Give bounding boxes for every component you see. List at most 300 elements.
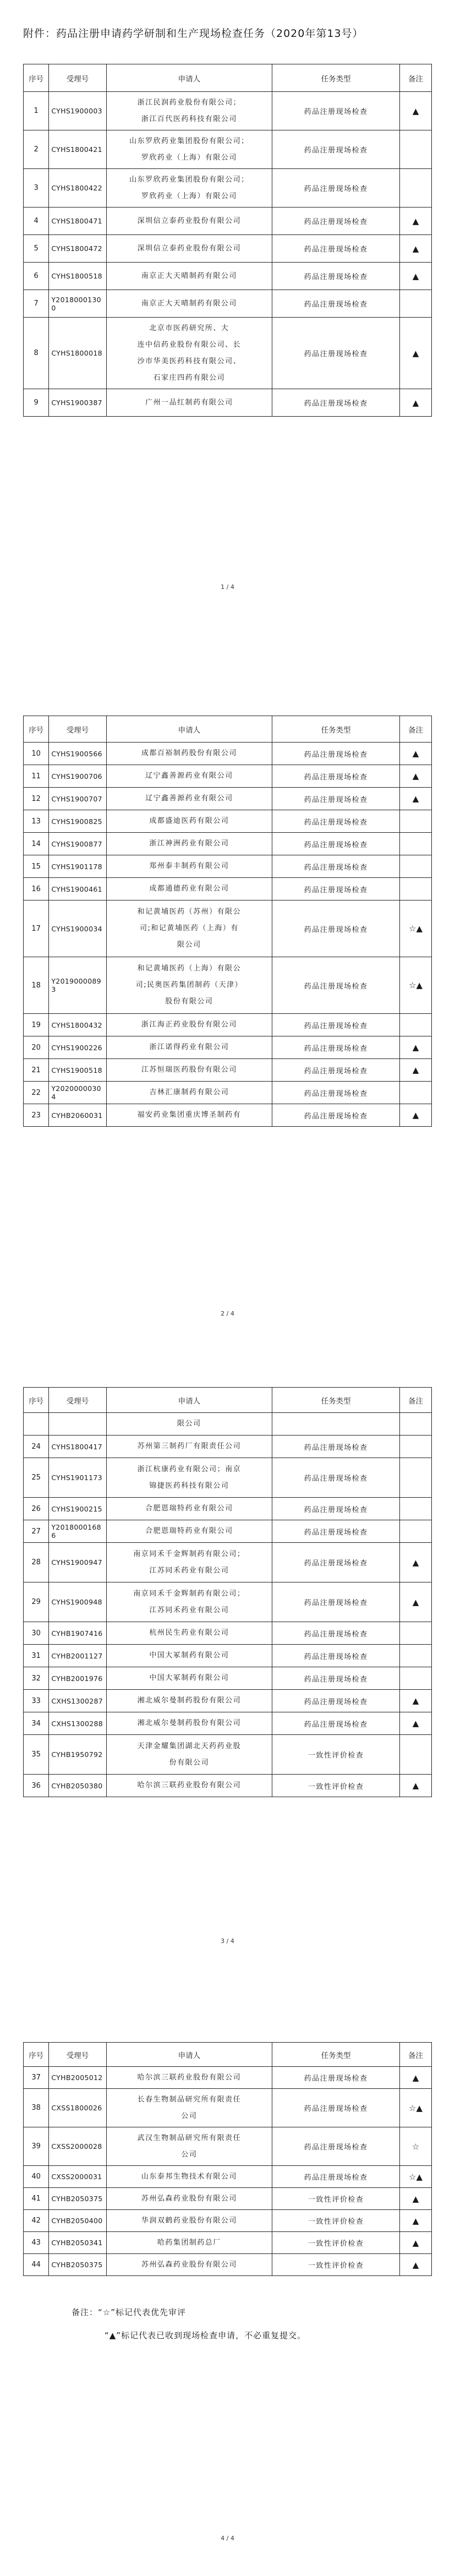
- row-note-marker: ▲: [400, 208, 432, 235]
- row-accept-no: CYHS1800432: [49, 1014, 106, 1036]
- table-row: [24, 1775, 432, 1797]
- applicant-line: 苏州第三制药厂有限责任公司: [137, 1442, 242, 1450]
- row-seq: 21: [24, 1059, 49, 1082]
- row-seq: 36: [24, 1775, 49, 1797]
- row-note-marker: [400, 1413, 432, 1436]
- row-seq: 23: [24, 1104, 49, 1127]
- inspection-table-page-2: [23, 716, 432, 1127]
- row-seq: 33: [24, 1690, 49, 1712]
- row-task-type: 一致性评价检查: [272, 2188, 400, 2210]
- row-accept-no: CYHS1900947: [49, 1543, 106, 1582]
- applicant-line: 司;和记黄埔医药（上海）有: [139, 924, 239, 932]
- row-task-type: 药品注册现场检查: [272, 2067, 400, 2089]
- row-accept-no: CXSS2000028: [49, 2127, 106, 2166]
- table-row: [24, 810, 432, 833]
- row-seq: 37: [24, 2067, 49, 2089]
- row-seq: 40: [24, 2166, 49, 2188]
- applicant-line: 份有限公司: [169, 1758, 210, 1767]
- table-row: [24, 263, 432, 290]
- row-applicant: [106, 810, 272, 833]
- table-row: [24, 290, 432, 318]
- row-applicant: [106, 788, 272, 810]
- applicant-line: 南京同禾千金辉制药有限公司；: [133, 1549, 245, 1558]
- applicant-line: 辽宁鑫善源药业有限公司: [145, 772, 233, 780]
- applicant-line: 南京同禾千金辉制药有限公司；: [133, 1589, 245, 1598]
- table-row: [24, 318, 432, 389]
- applicant-line: 股份有限公司: [165, 997, 213, 1006]
- header-accept-no: 受理号: [49, 64, 106, 92]
- row-note-marker: [400, 1014, 432, 1036]
- row-task-type: 药品注册现场检查: [272, 810, 400, 833]
- row-applicant: [106, 318, 272, 389]
- row-task-type: 一致性评价检查: [272, 1775, 400, 1797]
- header-seq: 序号: [24, 64, 49, 92]
- row-note-marker: ▲: [400, 1104, 432, 1127]
- row-accept-no: Y20180001300: [49, 290, 106, 318]
- row-accept-no: CYHB1907416: [49, 1622, 106, 1645]
- applicant-line: 山东罗欣药业集团股份有限公司；: [129, 175, 249, 184]
- row-seq: 10: [24, 743, 49, 765]
- row-accept-no: CYHS1800518: [49, 263, 106, 290]
- row-note-marker: ▲: [400, 2232, 432, 2254]
- row-note-marker: ▲: [400, 263, 432, 290]
- row-task-type: 药品注册现场检查: [272, 833, 400, 855]
- table-row: [24, 1458, 432, 1498]
- applicant-line: 江苏同禾药业有限公司: [149, 1566, 229, 1575]
- table-row: [24, 878, 432, 900]
- page-number: 1 / 4: [221, 583, 234, 591]
- row-applicant: [106, 878, 272, 900]
- row-accept-no: CYHB2001976: [49, 1667, 106, 1690]
- table-row: [24, 2210, 432, 2232]
- row-seq: 12: [24, 788, 49, 810]
- row-seq: 9: [24, 389, 49, 417]
- row-applicant: [106, 1690, 272, 1712]
- header-applicant: 申请人: [106, 2043, 272, 2067]
- row-accept-no: CYHS1900226: [49, 1036, 106, 1059]
- row-accept-no: CXHS1300288: [49, 1712, 106, 1735]
- row-accept-no: CYHS1900518: [49, 1059, 106, 1082]
- table-header-row: [24, 1388, 432, 1413]
- table-header-row: [24, 2043, 432, 2067]
- table-row: [24, 1082, 432, 1104]
- table-row: [24, 1520, 432, 1543]
- row-applicant: [106, 2067, 272, 2089]
- row-applicant: [106, 130, 272, 169]
- row-note-marker: ☆▲: [400, 2166, 432, 2188]
- row-note-marker: [400, 1735, 432, 1775]
- footnote-triangle: “▲”标记代表已收到现场检查申请，不必重复提交。: [105, 2331, 306, 2340]
- row-applicant: [106, 2188, 272, 2210]
- row-seq: 29: [24, 1582, 49, 1622]
- row-task-type: 一致性评价检查: [272, 1735, 400, 1775]
- table-row: [24, 2254, 432, 2276]
- applicant-line: 公司: [181, 2111, 198, 2120]
- row-applicant: [106, 1712, 272, 1735]
- row-task-type: 药品注册现场检查: [272, 2127, 400, 2166]
- table-row: [24, 743, 432, 765]
- table-row: [24, 1498, 432, 1520]
- applicant-line: 司;民奥医药集团制药（天津）: [135, 981, 243, 989]
- row-accept-no: CYHB2050375: [49, 2254, 106, 2276]
- applicant-line: 长春生物制品研究所有限责任: [137, 2095, 242, 2104]
- table-row: [24, 855, 432, 878]
- applicant-line: 华润双鹤药业股份有限公司: [141, 2216, 237, 2225]
- row-accept-no: CYHB2001127: [49, 1645, 106, 1667]
- header-note: 备注: [400, 716, 432, 743]
- row-seq: 6: [24, 263, 49, 290]
- row-task-type: 药品注册现场检查: [272, 1498, 400, 1520]
- row-note-marker: [400, 855, 432, 878]
- row-task-type: 药品注册现场检查: [272, 290, 400, 318]
- row-applicant: [106, 1036, 272, 1059]
- applicant-line: 沙市华美医药科技有限公司、: [137, 357, 242, 365]
- row-accept-no: [49, 1413, 106, 1436]
- header-accept-no: 受理号: [49, 2043, 106, 2067]
- row-seq: 41: [24, 2188, 49, 2210]
- table-row: [24, 2188, 432, 2210]
- applicant-line: 中国大冢制药有限公司: [149, 1651, 229, 1660]
- applicant-line: 哈尔滨三联药业股份有限公司: [137, 1781, 242, 1789]
- applicant-line: 山东罗欣药业集团股份有限公司；: [129, 137, 249, 145]
- applicant-line: 成都百裕制药股份有限公司: [141, 749, 237, 757]
- inspection-table-page-4: [23, 2042, 432, 2276]
- row-accept-no: CYHB2050380: [49, 1775, 106, 1797]
- applicant-line: 和记黄埔医药（上海）有限公: [137, 964, 242, 973]
- row-note-marker: ▲: [400, 1036, 432, 1059]
- row-applicant: [106, 2232, 272, 2254]
- header-applicant: 申请人: [106, 64, 272, 92]
- row-note-marker: ▲: [400, 788, 432, 810]
- row-accept-no: CYHS1900706: [49, 765, 106, 788]
- row-seq: 35: [24, 1735, 49, 1775]
- applicant-line: 合肥恩瑞特药业有限公司: [145, 1527, 233, 1535]
- row-seq: 18: [24, 957, 49, 1014]
- table-row: [24, 788, 432, 810]
- table-row: [24, 765, 432, 788]
- row-task-type: 药品注册现场检查: [272, 1059, 400, 1082]
- applicant-line: 成都通德药业有限公司: [149, 885, 229, 893]
- page-number: 2 / 4: [221, 1310, 234, 1317]
- row-note-marker: ▲: [400, 2210, 432, 2232]
- row-applicant: [106, 957, 272, 1014]
- row-applicant: [106, 92, 272, 130]
- row-applicant: [106, 1775, 272, 1797]
- applicant-line: 限公司: [177, 941, 201, 949]
- table-row: [24, 389, 432, 417]
- row-accept-no: Y20200000304: [49, 1082, 106, 1104]
- table-row: [24, 1667, 432, 1690]
- row-task-type: 药品注册现场检查: [272, 1622, 400, 1645]
- table-row: [24, 2166, 432, 2188]
- row-note-marker: [400, 290, 432, 318]
- row-applicant: [106, 389, 272, 417]
- table-row: [24, 208, 432, 235]
- row-accept-no: CYHS1800471: [49, 208, 106, 235]
- row-applicant: [106, 900, 272, 957]
- row-applicant: [106, 235, 272, 263]
- table-row: [24, 1059, 432, 1082]
- row-seq: 24: [24, 1436, 49, 1458]
- row-applicant: [106, 1498, 272, 1520]
- row-accept-no: CYHS1901178: [49, 855, 106, 878]
- table-row: [24, 169, 432, 208]
- applicant-line: 浙江百代医药科技有限公司: [141, 114, 237, 123]
- row-seq: 34: [24, 1712, 49, 1735]
- row-accept-no: CYHB1950792: [49, 1735, 106, 1775]
- row-note-marker: ▲: [400, 765, 432, 788]
- row-task-type: 药品注册现场检查: [272, 208, 400, 235]
- row-task-type: 药品注册现场检查: [272, 130, 400, 169]
- applicant-line: 合肥恩瑞特药业有限公司: [145, 1504, 233, 1513]
- row-seq: 15: [24, 855, 49, 878]
- row-seq: 26: [24, 1498, 49, 1520]
- table-row: [24, 833, 432, 855]
- row-seq: 22: [24, 1082, 49, 1104]
- page-number: 4 / 4: [221, 2535, 234, 2542]
- row-accept-no: CYHS1900825: [49, 810, 106, 833]
- row-seq: 19: [24, 1014, 49, 1036]
- row-accept-no: CYHS1800472: [49, 235, 106, 263]
- row-note-marker: ▲: [400, 389, 432, 417]
- header-accept-no: 受理号: [49, 1388, 106, 1413]
- applicant-line: 浙江民润药业股份有限公司；: [137, 98, 242, 107]
- row-note-marker: ☆: [400, 2127, 432, 2166]
- header-note: 备注: [400, 1388, 432, 1413]
- row-note-marker: [400, 1436, 432, 1458]
- applicant-line: 深圳信立泰药业股份有限公司: [137, 216, 242, 225]
- row-note-marker: [400, 878, 432, 900]
- row-accept-no: CYHS1900215: [49, 1498, 106, 1520]
- table-row: [24, 1735, 432, 1775]
- applicant-line: 限公司: [177, 1420, 201, 1428]
- row-accept-no: CYHB2060031: [49, 1104, 106, 1127]
- row-seq: 7: [24, 290, 49, 318]
- row-seq: 4: [24, 208, 49, 235]
- applicant-line: 南京正大天晴制药有限公司: [141, 271, 237, 280]
- applicant-line: 湘北威尔曼制药股份有限公司: [137, 1696, 242, 1705]
- row-seq: 25: [24, 1458, 49, 1498]
- table-row: [24, 1014, 432, 1036]
- row-accept-no: CYHS1800417: [49, 1436, 106, 1458]
- row-task-type: 药品注册现场检查: [272, 1690, 400, 1712]
- applicant-line: 广州一品红制药有限公司: [145, 398, 233, 407]
- applicant-line: 福安药业集团重庆博圣制药有: [137, 1111, 242, 1119]
- row-applicant: [106, 765, 272, 788]
- header-note: 备注: [400, 64, 432, 92]
- row-applicant: [106, 1014, 272, 1036]
- table-header-row: [24, 716, 432, 743]
- applicant-line: 郑州泰丰制药有限公司: [149, 862, 229, 870]
- row-seq: 31: [24, 1645, 49, 1667]
- row-applicant: [106, 1082, 272, 1104]
- applicant-line: 吉林汇康制药有限公司: [149, 1088, 229, 1096]
- row-applicant: [106, 2254, 272, 2276]
- applicant-line: 连中信药业股份有限公司、长: [137, 340, 242, 349]
- table-row: [24, 1543, 432, 1582]
- row-seq: 1: [24, 92, 49, 130]
- row-seq: 39: [24, 2127, 49, 2166]
- row-applicant: [106, 2210, 272, 2232]
- row-accept-no: CYHB2050341: [49, 2232, 106, 2254]
- table-row: [24, 957, 432, 1014]
- row-task-type: 药品注册现场检查: [272, 855, 400, 878]
- row-note-marker: ▲: [400, 2254, 432, 2276]
- inspection-table-page-1: [23, 64, 432, 417]
- row-note-marker: ▲: [400, 1543, 432, 1582]
- row-task-type: 一致性评价检查: [272, 2232, 400, 2254]
- row-task-type: 药品注册现场检查: [272, 900, 400, 957]
- header-task-type: 任务类型: [272, 2043, 400, 2067]
- page-title: 附件：药品注册申请药学研制和生产现场检查任务（2020年第13号）: [23, 28, 364, 40]
- applicant-line: 北京市医药研究所、大: [149, 324, 229, 332]
- applicant-line: 山东泰邦生物技术有限公司: [141, 2172, 237, 2181]
- row-seq: 42: [24, 2210, 49, 2232]
- table-row: [24, 92, 432, 130]
- table-header-row: [24, 64, 432, 92]
- applicant-line: 南京正大天晴制药有限公司: [141, 299, 237, 308]
- row-applicant: [106, 743, 272, 765]
- row-accept-no: CYHS1800018: [49, 318, 106, 389]
- row-accept-no: CYHS1900387: [49, 389, 106, 417]
- row-applicant: [106, 169, 272, 208]
- header-task-type: 任务类型: [272, 64, 400, 92]
- row-applicant: [106, 1436, 272, 1458]
- row-seq: 5: [24, 235, 49, 263]
- row-note-marker: [400, 1082, 432, 1104]
- row-seq: 14: [24, 833, 49, 855]
- row-note-marker: ▲: [400, 1690, 432, 1712]
- table-row: [24, 1104, 432, 1127]
- row-note-marker: [400, 1622, 432, 1645]
- header-seq: 序号: [24, 2043, 49, 2067]
- row-note-marker: [400, 1645, 432, 1667]
- row-note-marker: [400, 833, 432, 855]
- row-task-type: 药品注册现场检查: [272, 318, 400, 389]
- applicant-line: 天津金耀集团湖北天药药业股: [137, 1742, 242, 1750]
- row-accept-no: CYHS1900003: [49, 92, 106, 130]
- footnotes: [72, 2301, 446, 2347]
- applicant-line: 和记黄埔医药（苏州）有限公: [137, 908, 242, 916]
- table-row: [24, 1436, 432, 1458]
- row-task-type: 药品注册现场检查: [272, 1645, 400, 1667]
- row-task-type: 药品注册现场检查: [272, 1543, 400, 1582]
- row-task-type: 药品注册现场检查: [272, 743, 400, 765]
- header-accept-no: 受理号: [49, 716, 106, 743]
- applicant-line: 浙江海正药业股份有限公司: [141, 1020, 237, 1029]
- row-seq: 44: [24, 2254, 49, 2276]
- table-row: [24, 2067, 432, 2089]
- row-note-marker: ☆▲: [400, 900, 432, 957]
- header-seq: 序号: [24, 1388, 49, 1413]
- row-applicant: [106, 1458, 272, 1498]
- row-accept-no: CXSS1800026: [49, 2089, 106, 2127]
- applicant-line: 哈尔滨三联药业股份有限公司: [137, 2073, 242, 2082]
- row-applicant: [106, 1735, 272, 1775]
- row-task-type: [272, 1413, 400, 1436]
- row-note-marker: ▲: [400, 92, 432, 130]
- row-note-marker: ▲: [400, 2188, 432, 2210]
- row-task-type: 药品注册现场检查: [272, 1014, 400, 1036]
- row-applicant: [106, 1520, 272, 1543]
- row-task-type: 药品注册现场检查: [272, 169, 400, 208]
- applicant-line: 湘北威尔曼制药股份有限公司: [137, 1719, 242, 1727]
- row-task-type: 药品注册现场检查: [272, 92, 400, 130]
- header-task-type: 任务类型: [272, 1388, 400, 1413]
- row-accept-no: CYHS1900566: [49, 743, 106, 765]
- applicant-line: 江苏同禾药业有限公司: [149, 1606, 229, 1614]
- header-seq: 序号: [24, 716, 49, 743]
- row-accept-no: CXHS1300287: [49, 1690, 106, 1712]
- row-applicant: [106, 855, 272, 878]
- row-task-type: 药品注册现场检查: [272, 1520, 400, 1543]
- row-applicant: [106, 1582, 272, 1622]
- row-task-type: 药品注册现场检查: [272, 1667, 400, 1690]
- applicant-line: 锦捷医药科技有限公司: [149, 1481, 229, 1490]
- row-note-marker: [400, 169, 432, 208]
- row-seq: 28: [24, 1543, 49, 1582]
- row-task-type: 药品注册现场检查: [272, 788, 400, 810]
- row-seq: 30: [24, 1622, 49, 1645]
- row-note-marker: ▲: [400, 2067, 432, 2089]
- row-applicant: [106, 208, 272, 235]
- row-seq: 17: [24, 900, 49, 957]
- table-row: [24, 1582, 432, 1622]
- applicant-line: 浙江神洲药业有限公司: [149, 839, 229, 848]
- applicant-line: 武汉生物制品研究所有限责任: [137, 2133, 242, 2142]
- table-row: [24, 2232, 432, 2254]
- header-applicant: 申请人: [106, 716, 272, 743]
- row-task-type: 药品注册现场检查: [272, 1104, 400, 1127]
- row-note-marker: [400, 1458, 432, 1498]
- row-task-type: 药品注册现场检查: [272, 957, 400, 1014]
- inspection-table-page-3: [23, 1387, 432, 1797]
- row-applicant: [106, 833, 272, 855]
- row-task-type: 药品注册现场检查: [272, 1082, 400, 1104]
- row-applicant: [106, 1059, 272, 1082]
- page-number: 3 / 4: [221, 1938, 234, 1945]
- row-accept-no: CYHS1800421: [49, 130, 106, 169]
- row-applicant: [106, 2166, 272, 2188]
- applicant-line: 成都盛迪医药有限公司: [149, 817, 229, 825]
- applicant-line: 江苏恒瑞医药股份有限公司: [141, 1066, 237, 1074]
- applicant-line: 石家庄四药有限公司: [153, 373, 226, 382]
- footnote-star: 备注：“☆”标记代表优先审评: [72, 2307, 186, 2317]
- row-task-type: 药品注册现场检查: [272, 235, 400, 263]
- row-note-marker: [400, 1667, 432, 1690]
- row-seq: 43: [24, 2232, 49, 2254]
- row-note-marker: [400, 1498, 432, 1520]
- row-accept-no: CYHS1900461: [49, 878, 106, 900]
- row-task-type: 药品注册现场检查: [272, 1712, 400, 1735]
- row-task-type: 药品注册现场检查: [272, 263, 400, 290]
- row-note-marker: ▲: [400, 1775, 432, 1797]
- header-note: 备注: [400, 2043, 432, 2067]
- row-applicant: [106, 2127, 272, 2166]
- row-accept-no: CYHS1900948: [49, 1582, 106, 1622]
- row-applicant: [106, 2089, 272, 2127]
- row-accept-no: Y20190000893: [49, 957, 106, 1014]
- applicant-line: 公司: [181, 2150, 198, 2159]
- row-task-type: 药品注册现场检查: [272, 2166, 400, 2188]
- row-applicant: [106, 1543, 272, 1582]
- row-accept-no: CYHS1901173: [49, 1458, 106, 1498]
- row-applicant: [106, 1622, 272, 1645]
- row-applicant: [106, 1104, 272, 1127]
- row-note-marker: ▲: [400, 318, 432, 389]
- table-row: [24, 1690, 432, 1712]
- row-accept-no: Y20180001686: [49, 1520, 106, 1543]
